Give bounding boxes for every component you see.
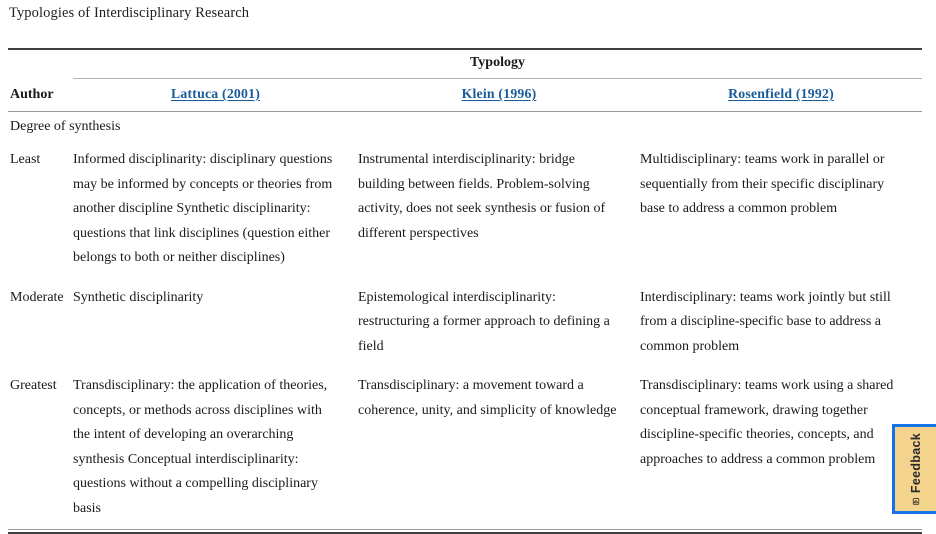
cell-least-lattuca: Informed disciplinarity: disciplinary questions may be informed by concepts or theories from another discipline Synthetic disciplinarity: questions that link disciplines (question either belongs to both or neither disciplines)	[73, 152, 333, 265]
cell-greatest-klein: Transdisciplinary: a movement toward a coherence, unity, and simplicity of knowledge	[358, 378, 617, 418]
table-row	[8, 367, 922, 530]
cell-moderate-klein: Epistemological interdisciplinarity: restructuring a former approach to defining a field	[358, 289, 610, 354]
table-bottom-rule	[8, 530, 922, 534]
link-lattuca-2001[interactable]: Lattuca (2001)	[170, 86, 261, 101]
cell-least-rosenfield: Multidisciplinary: teams work in parallel or sequentially from their specific disciplinary base to address a common problem	[640, 152, 885, 216]
cell-moderate-rosenfield: Interdisciplinary: teams work jointly but still from a discipline-specific base to address a common problem	[640, 289, 891, 354]
group-header-row	[8, 50, 922, 79]
feedback-tab[interactable]	[892, 424, 936, 514]
column-header-row	[8, 79, 922, 112]
cell-greatest-rosenfield: Transdisciplinary: teams work using a shared conceptual framework, drawing together discipline-specific theories, concepts, and approaches to address a common problem	[640, 378, 894, 467]
cell-greatest-lattuca: Transdisciplinary: the application of theories, concepts, or methods across disciplines with the intent of developing an overarching synthesis Conceptual interdisciplinarity: questions without a compelling disciplinary basis	[73, 378, 328, 516]
row-level-least: Least	[10, 152, 41, 167]
column-header-rosenfield	[640, 79, 922, 112]
column-header-lattuca	[73, 79, 358, 112]
table-row	[8, 141, 922, 279]
feedback-label: Feedback	[908, 433, 923, 494]
chart-book-icon	[908, 498, 924, 505]
group-header-typology: Typology	[470, 55, 525, 70]
group-header-spacer	[8, 50, 73, 79]
section-header-row	[8, 112, 922, 142]
cell-least-klein: Instrumental interdisciplinarity: bridge building between fields. Problem-solving activity, does not seek synthesis or fusion of different perspectives	[358, 152, 606, 241]
typology-table	[8, 48, 922, 534]
link-rosenfield-1992[interactable]: Rosenfield (1992)	[728, 86, 834, 101]
section-label-degree-of-synthesis: Degree of synthesis	[10, 119, 121, 134]
column-header-klein	[358, 79, 640, 112]
row-level-greatest: Greatest	[10, 378, 57, 393]
cell-moderate-lattuca: Synthetic disciplinarity	[73, 289, 204, 305]
link-klein-1996[interactable]: Klein (1996)	[461, 86, 537, 101]
row-level-moderate: Moderate	[10, 289, 64, 305]
table-caption: Typologies of Interdisciplinary Research	[9, 5, 250, 21]
column-header-author: Author	[8, 79, 73, 112]
table-row	[8, 279, 922, 368]
